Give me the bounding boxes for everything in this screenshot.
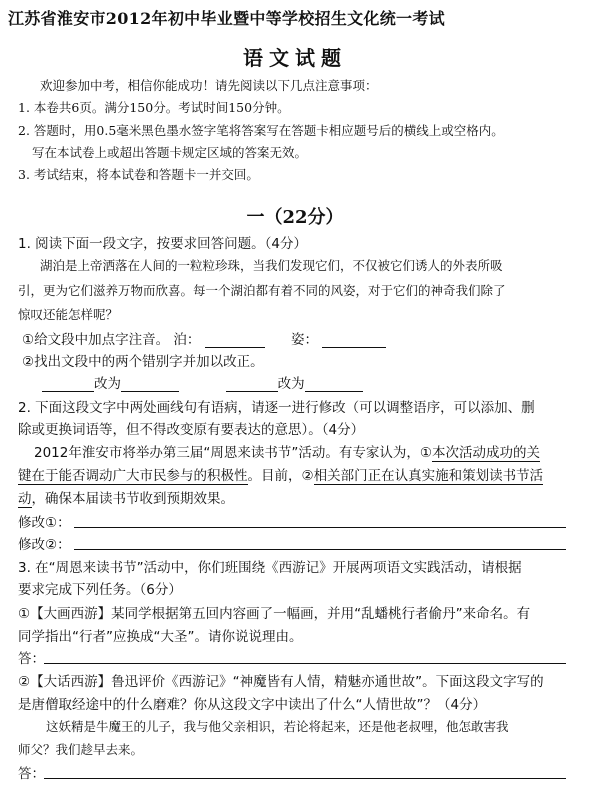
q2-text-line-2 [18, 464, 543, 484]
q3-prompt-line-2: 要求完成下列任务。（6分） [18, 582, 182, 598]
q3-prompt-line-1: 3. 在“周恩来读书节”活动中，你们班围绕《西游记》开展两项语文实践活动，请根据 [18, 560, 522, 576]
q3-answer-1-label: 答： [18, 651, 45, 667]
q1-sub2: ②找出文段中的两个错别字并加以改正。 [22, 354, 264, 370]
q2-fix-1-line[interactable] [74, 527, 566, 528]
q2-underlined-sentence-1a: 本次活动成功的关 [431, 445, 540, 461]
q1-gaiwei-1: 改为 [94, 376, 121, 392]
q1-wrong-char-blank-1[interactable] [42, 377, 94, 392]
q1-pinyin-blank-1[interactable] [205, 333, 265, 348]
notice-greeting: 欢迎参加中考，相信你能成功！请先阅读以下几点注意事项： [40, 78, 378, 93]
notice-item-1: 1. 本卷共6页。满分150分。考试时间150分钟。 [18, 100, 290, 115]
q1-right-char-blank-1[interactable] [121, 377, 179, 392]
q2-underlined-sentence-2b: 动 [18, 491, 32, 507]
q3-answer-1-line[interactable] [44, 663, 566, 664]
notice-item-2: 2. 答题时，用0.5毫米黑色墨水签字笔将答案写在答题卡相应题号后的横线上或空格内。 [18, 123, 504, 138]
q1-sub1-zi-label: 姿： [291, 332, 318, 348]
paper-title: 语文试题 [243, 46, 347, 70]
exam-title: 江苏省淮安市2012年初中毕业暨中等学校招生文化统一考试 [8, 9, 445, 28]
q3-task-1-line-2: 同学指出“行者”应换成“大圣”。请你说说理由。 [18, 629, 303, 645]
q1-right-char-blank-2[interactable] [305, 377, 363, 392]
q1-passage-line-1: 湖泊是上帝洒落在人间的一粒粒珍珠，当我们发现它们，不仅被它们诱人的外表所吸 [40, 258, 503, 273]
q2-prompt-line-1: 2. 下面这段文字中两处画线句有语病，请逐一进行修改（可以调整语序，可以添加、删 [18, 400, 535, 416]
q1-wrong-char-blank-2[interactable] [226, 377, 278, 392]
q1-correction-row [42, 372, 363, 392]
q1-prompt: 1. 阅读下面一段文字，按要求回答问题。（4分） [18, 236, 308, 252]
q2-fix-1-label: 修改①： [18, 515, 71, 531]
q1-sub1 [22, 328, 386, 348]
q2-fix-2-line[interactable] [74, 549, 566, 550]
q2-fix-2-label: 修改②： [18, 537, 71, 553]
notice-item-3: 3. 考试结束，将本试卷和答题卡一并交回。 [18, 167, 259, 182]
q1-passage-line-2: 引，更为它们滋养万物而欣喜。每一个湖泊都有着不同的风姿，对于它们的神奇我们除了 [18, 283, 506, 298]
q3-answer-2-label: 答： [18, 766, 45, 782]
notice-item-2-cont: 写在本试卷上或超出答题卡规定区域的答案无效。 [32, 145, 308, 160]
q2-text-3b: ，确保本届读书节收到预期效果。 [31, 491, 234, 507]
q1-pinyin-blank-2[interactable] [322, 333, 386, 348]
q3-task-2-line-2: 是唐僧取经途中的什么磨难？你从这段文字中读出了什么“人情世故”？（4分） [18, 697, 487, 713]
q3-task-1-line-1: ①【大画西游】某同学根据第五回内容画了一幅画，并用“乱蟠桃行者偷丹”来命名。有 [18, 606, 531, 622]
q2-text-line-3 [18, 487, 234, 507]
q3-quote-line-2: 师父？我们趁早去来。 [18, 742, 144, 757]
q1-sub1-label: ①给文段中加点字注音。 泊： [22, 332, 201, 348]
q3-quote-line-1: 这妖精是牛魔王的儿子，我与他父亲相识，若论将起来，还是他老叔哩，他怎敢害我 [46, 719, 509, 734]
section-heading: 一（22分） [246, 207, 344, 228]
q1-passage-line-3: 惊叹还能怎样呢？ [18, 307, 119, 322]
q2-prompt-line-2: 除或更换词语等，但不得改变原有要表达的意思）。（4分） [18, 422, 365, 438]
q2-text-line-1 [34, 441, 540, 461]
q2-text-1a: 2012年淮安市将举办第三届“周恩来读书节”活动。有专家认为，① [34, 445, 432, 461]
q2-underlined-sentence-1b: 键在于能否调动广大市民参与的积极性 [18, 468, 248, 484]
q2-text-2b: 。目前，② [247, 468, 314, 484]
q3-answer-2-line[interactable] [44, 778, 566, 779]
q2-underlined-sentence-2a: 相关部门正在认真实施和策划读书节活 [313, 468, 544, 484]
q1-gaiwei-2: 改为 [277, 376, 305, 392]
q3-task-2-line-1: ②【大话西游】鲁迅评价《西游记》“神魔皆有人情，精魅亦通世故”。下面这段文字写的 [18, 674, 544, 690]
